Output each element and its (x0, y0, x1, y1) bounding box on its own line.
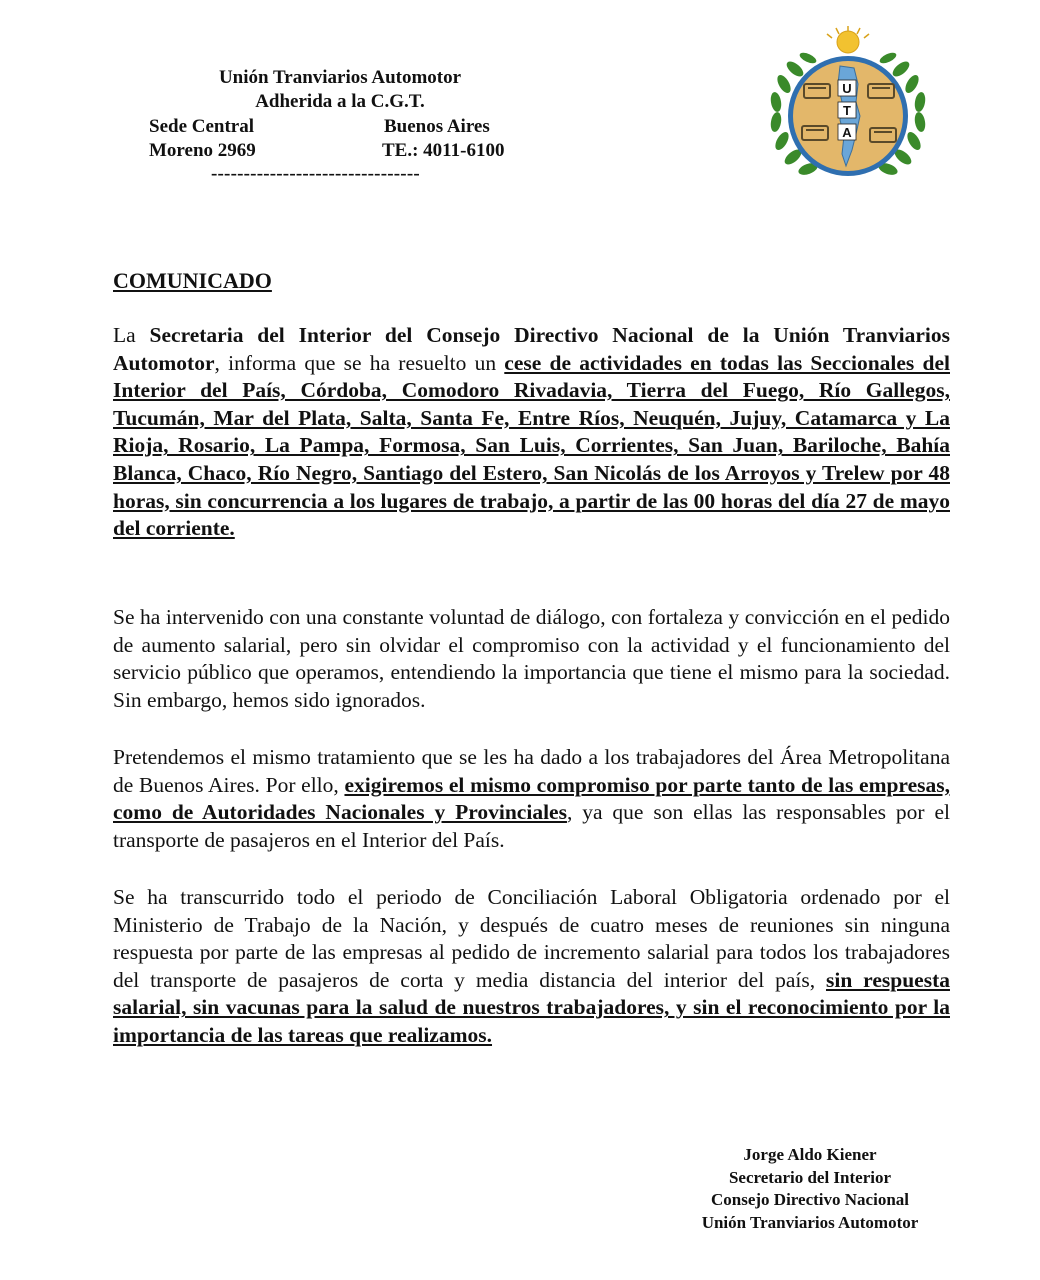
page-title: COMUNICADO (113, 268, 272, 293)
city: Buenos Aires (384, 116, 490, 137)
underlined-bold-text: exigiremos el mismo compromiso por parte tanto de las empresas, como de Autoridades Nacionales y Provinciales (113, 772, 950, 825)
phone: TE.: 4011-6100 (382, 140, 505, 161)
underlined-bold-text: cese de actividades en todas las Seccionales del Interior del País, Córdoba, Comodoro Rivadavia, Tierra del Fuego, Río Gallegos, Tucumán, Mar del Plata, Salta, Santa Fe, Entre Ríos, Neuquén, Jujuy, Catamarca y La Rioja, Rosario, La Pampa, Formosa, San Luis, Corrientes, San Juan, Bariloche, Bahía Blanca, Chaco, Río Negro, Santiago del Estero, San Nicolás de los Arroyos y Trelew por 48 horas, sin concurrencia a los lugares de trabajo, a partir de las 00 horas del día 27 de mayo del corriente. (113, 350, 950, 541)
signer-role: Secretario del Interior (728, 1167, 892, 1187)
signer-org: Unión Tranviarios Automotor (701, 1212, 919, 1232)
sun-icon (827, 26, 869, 53)
signature-block (600, 1144, 1020, 1234)
text: Se ha transcurrido todo el periodo de Conciliación Laboral Obligatoria ordenado por el Ministerio de Trabajo de la Nación, y después de cuatro meses de reuniones sin ninguna respuesta por parte de las empresas al pedido de incremento salarial para todos los trabajadores del transporte de pasajeros de corta y media distancia del interior del país, (113, 885, 950, 992)
address: Moreno 2969 (149, 140, 256, 161)
text: , informa que se ha resuelto un (214, 350, 505, 375)
paragraph-conciliation (113, 884, 950, 1050)
text: , ya que son ellas las responsables por el transporte de pasajeros en el Interior del País. (113, 800, 950, 852)
underlined-bold-text: sin respuesta salarial, sin vacunas para la salud de nuestros trabajadores, y sin el reconocimiento por la importancia de las tareas que realizamos. (113, 967, 950, 1047)
text: La (113, 323, 150, 347)
signer-body: Consejo Directivo Nacional (711, 1190, 909, 1209)
paragraph-announcement (113, 322, 950, 543)
logo-letter: T (843, 103, 851, 118)
text: Pretendemos el mismo tratamiento que se les ha dado a los trabajadores del Área Metropolitana de Buenos Aires. Por ello, (113, 745, 950, 797)
sede-label: Sede Central (149, 116, 255, 137)
uta-logo (762, 24, 934, 184)
paragraph-demands (113, 744, 950, 854)
org-name: Unión Tranviarios Automotor (218, 67, 462, 88)
logo-letter: A (842, 125, 852, 140)
separator-line: -------------------------------- (211, 163, 420, 184)
logo-letter: U (842, 81, 852, 96)
paragraph-dialogue: Se ha intervenido con una constante voluntad de diálogo, con fortaleza y convicción en el pedido de aumento salarial, pero sin olvidar el compromiso con la actividad y el funcionamiento del servicio público que operamos, entendiendo la importancia que tiene el mismo para la sociedad. Sin embargo, hemos sido ignorados. (113, 605, 950, 712)
signer-name: Jorge Aldo Kiener (743, 1145, 877, 1164)
cgt-affiliation: Adherida a la C.G.T. (255, 91, 425, 112)
bold-text: Secretaria del Interior del Consejo Directivo Nacional de la Unión Tranviarios Automotor (113, 323, 950, 375)
